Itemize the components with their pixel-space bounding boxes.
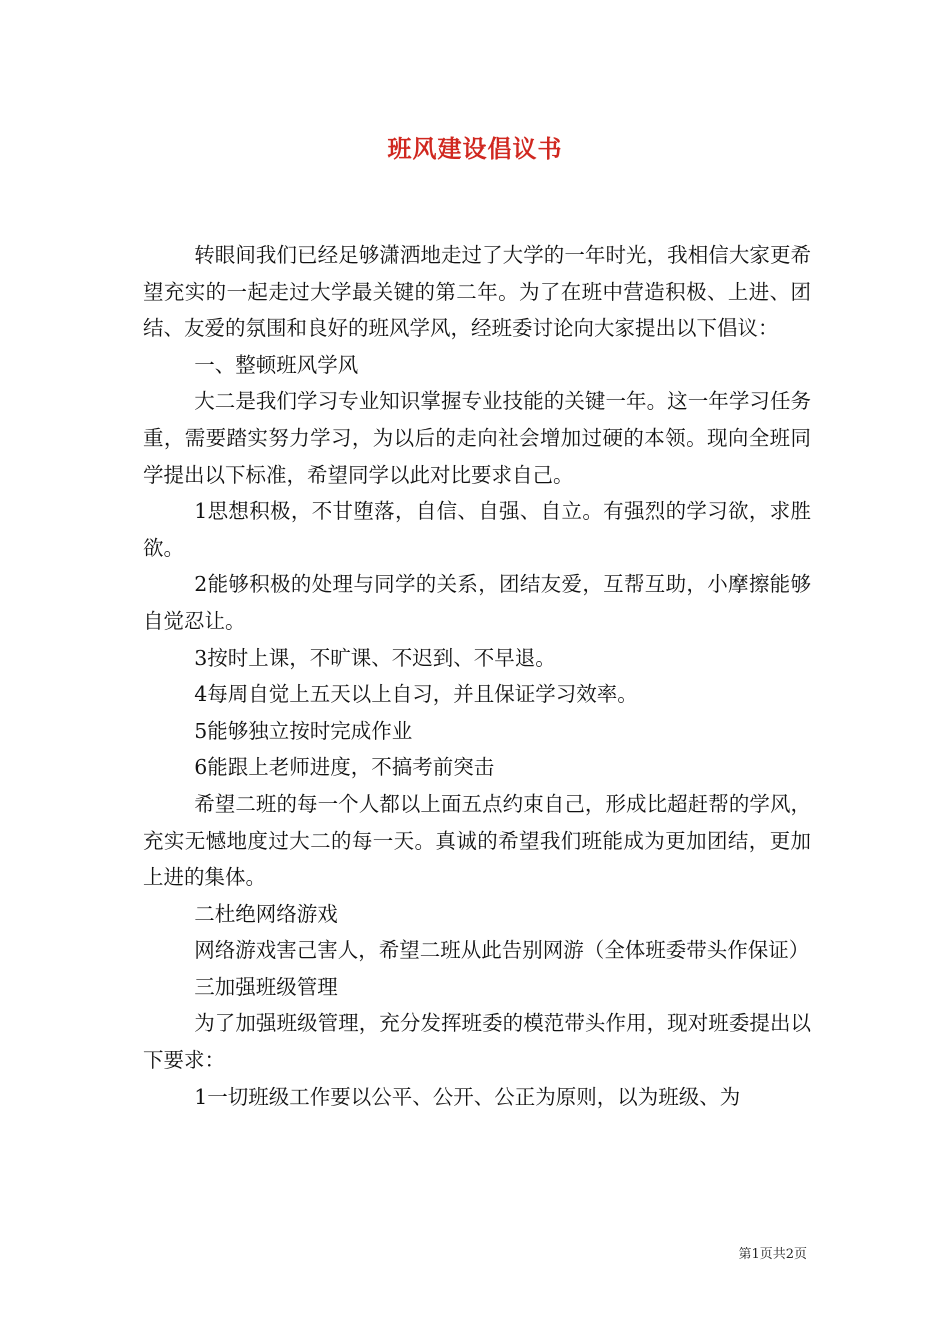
list-item: 2能够积极的处理与同学的关系，团结友爱，互帮互助，小摩擦能够自觉忍让。 <box>143 572 811 633</box>
list-item: 3按时上课，不旷课、不迟到、不早退。 <box>194 645 556 670</box>
section-heading: 三加强班级管理 <box>194 974 338 999</box>
list-item: 1思想积极，不甘堕落，自信、自强、自立。有强烈的学习欲，求胜欲。 <box>143 499 811 560</box>
page-title: 班风建设倡议书 <box>387 134 563 163</box>
list-item: 6能跟上老师进度，不搞考前突击 <box>194 755 495 780</box>
paragraph: 转眼间我们已经足够潇洒地走过了大学的一年时光，我相信大家更希望充实的一起走过大学最关键的第二年。为了在班中营造积极、上进、团结、友爱的氛围和良好的班风学风，经班委讨论向大家提出以下倡议： <box>143 243 811 341</box>
section-heading: 一、整顿班风学风 <box>194 352 359 377</box>
document-body <box>143 237 811 1115</box>
list-item: 1一切班级工作要以公平、公开、公正为原则，以为班级、为 <box>194 1084 741 1109</box>
section-heading: 二杜绝网络游戏 <box>194 901 338 926</box>
paragraph: 大二是我们学习专业知识掌握专业技能的关键一年。这一年学习任务重，需要踏实努力学习，为以后的走向社会增加过硬的本领。现向全班同学提出以下标准，希望同学以此对比要求自己。 <box>143 389 811 487</box>
paragraph: 为了加强班级管理，充分发挥班委的模范带头作用，现对班委提出以下要求： <box>143 1011 811 1073</box>
page-number: 第1页共2页 <box>738 1247 807 1262</box>
paragraph: 希望二班的每一个人都以上面五点约束自己，形成比超赶帮的学风，充实无憾地度过大二的每一天。真诚的希望我们班能成为更加团结，更加上进的集体。 <box>143 791 811 890</box>
list-item: 4每周自觉上五天以上自习，并且保证学习效率。 <box>194 682 638 707</box>
paragraph: 网络游戏害己害人，希望二班从此告别网游（全体班委带头作保证） <box>194 938 810 963</box>
list-item: 5能够独立按时完成作业 <box>194 718 413 743</box>
